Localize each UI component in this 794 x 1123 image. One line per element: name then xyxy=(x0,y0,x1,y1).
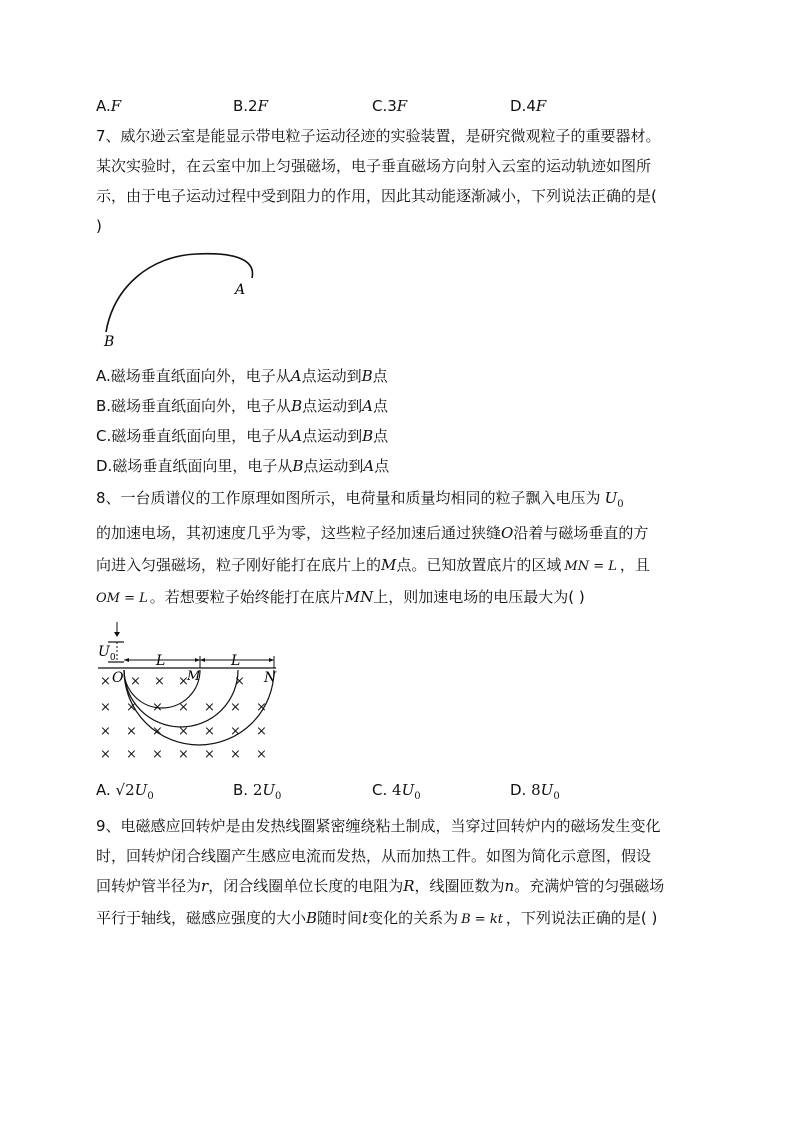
q9-text: ，闭合线圈单位长度的电阻为 xyxy=(208,877,404,895)
plate-label: MN xyxy=(344,588,374,606)
option-text: 点运动到 xyxy=(302,427,363,445)
q8-line-2 xyxy=(96,523,648,543)
option-coefficient: 2 xyxy=(252,781,263,799)
option-letter: B. xyxy=(233,781,249,799)
q9-line-1: 9、电磁感应回转炉是由发热线圈紧密缠绕粘土制成，当穿过回转炉内的磁场发生变化 xyxy=(96,817,661,835)
q7-trajectory-figure xyxy=(96,246,266,352)
svg-text:×: × xyxy=(178,747,189,762)
q9-line-3 xyxy=(96,876,664,896)
q8-text: 点。已知放置底片的区域 xyxy=(396,556,562,574)
svg-text:×: × xyxy=(256,747,267,762)
q8-option-b xyxy=(233,780,281,807)
variable: R xyxy=(403,877,415,895)
option-letter: C.3 xyxy=(372,97,397,115)
point-label: B xyxy=(292,457,304,475)
q9-text: 回转炉管半径为 xyxy=(96,877,202,895)
svg-text:×: × xyxy=(204,747,215,762)
option-text: A.磁场垂直纸面向外，电子从 xyxy=(96,367,291,385)
q9-text: ，线圈匝数为 xyxy=(414,877,505,895)
length-label-1: L xyxy=(156,653,166,669)
svg-text:×: × xyxy=(152,747,163,762)
point-label: B xyxy=(361,367,373,385)
svg-text:×: × xyxy=(100,674,111,689)
svg-text:×: × xyxy=(230,700,241,715)
option-letter: D.4 xyxy=(510,97,536,115)
q8-mass-spectrometer-figure xyxy=(94,618,284,766)
point-label: B xyxy=(291,397,303,415)
option-letter: A. xyxy=(96,97,111,115)
point-m-label: M xyxy=(187,669,201,684)
option-letter: B.2 xyxy=(233,97,258,115)
option-symbol: U xyxy=(262,781,276,799)
option-text: D.磁场垂直纸面向里，电子从 xyxy=(96,457,293,475)
svg-text:×: × xyxy=(230,724,241,739)
q6-option-d xyxy=(510,96,546,116)
q9-text: 。充满炉管的匀强磁场 xyxy=(514,877,665,895)
q8-option-d xyxy=(510,780,560,807)
option-text: 点 xyxy=(372,367,388,385)
option-coefficient: 4 xyxy=(392,781,402,799)
q7-line-1: 7、威尔逊云室是能显示带电粒子运动径迹的实验装置，是研究微观粒子的重要器材。 xyxy=(96,127,661,145)
equation: B = kt xyxy=(461,912,503,927)
point-b-label: B xyxy=(104,334,115,350)
q9-text: 变化的关系为 xyxy=(368,909,459,927)
q8-text: 上，则加速电场的电压最大为( ) xyxy=(373,588,585,606)
option-symbol: U xyxy=(540,781,554,799)
svg-text:×: × xyxy=(152,724,163,739)
svg-text:×: × xyxy=(100,724,111,739)
q8-line-3 xyxy=(96,555,650,577)
option-text: 点运动到 xyxy=(303,457,364,475)
svg-text:×: × xyxy=(234,674,245,689)
q6-option-a xyxy=(96,96,121,116)
option-letter: D. xyxy=(510,781,527,799)
option-value: F xyxy=(535,97,547,115)
q9-text: ，下列说法正确的是( ) xyxy=(505,909,658,927)
svg-text:×: × xyxy=(126,724,137,739)
variable: B xyxy=(306,909,318,927)
point-label: B xyxy=(362,427,374,445)
slit-label: O xyxy=(501,524,514,542)
q8-option-c xyxy=(372,780,421,807)
slit-o-label: O xyxy=(112,670,124,686)
option-text: 点 xyxy=(373,427,389,445)
svg-text:×: × xyxy=(154,674,165,689)
svg-text:×: × xyxy=(126,747,137,762)
option-text: 点 xyxy=(372,397,388,415)
equation: OM = L xyxy=(96,591,148,606)
q9-line-4 xyxy=(96,908,657,930)
point-label: A xyxy=(362,397,373,415)
option-value: F xyxy=(396,97,408,115)
option-subscript: 0 xyxy=(147,791,154,802)
point-label: A xyxy=(290,367,302,385)
svg-text:×: × xyxy=(178,724,189,739)
svg-text:×: × xyxy=(100,700,111,715)
option-subscript: 0 xyxy=(414,791,421,802)
svg-text:×: × xyxy=(130,674,141,689)
svg-text:×: × xyxy=(204,700,215,715)
q9-text: 平行于轴线，磁感应强度的大小 xyxy=(96,909,307,927)
option-value: F xyxy=(257,97,269,115)
q8-text: 8、一台质谱仪的工作原理如图所示，电荷量和质量均相同的粒子飘入电压为 xyxy=(96,489,601,507)
equation: MN = L xyxy=(564,559,617,574)
q9-text: 随时间 xyxy=(317,909,363,927)
option-text: 点 xyxy=(374,457,390,475)
svg-text:×: × xyxy=(178,700,189,715)
length-label-2: L xyxy=(231,653,241,669)
q9-line-2: 时，回转炉闭合线圈产生感应电流而发热，从而加热工件。如图为简化示意图，假设 xyxy=(96,847,652,865)
svg-text:×: × xyxy=(204,724,215,739)
entry-arrowhead xyxy=(114,632,120,637)
q8-text: ，且 xyxy=(619,556,650,574)
option-subscript: 0 xyxy=(553,791,560,802)
svg-text:×: × xyxy=(152,700,163,715)
q8-text: 的加速电场，其初速度几乎为零，这些粒子经加速后通过狭缝 xyxy=(96,524,502,542)
option-symbol: U xyxy=(134,781,148,799)
svg-text:×: × xyxy=(256,700,267,715)
q7-option-a xyxy=(96,366,388,386)
magnetic-field-crosses xyxy=(100,674,267,762)
option-text: 点运动到 xyxy=(302,397,363,415)
option-text: 点运动到 xyxy=(301,367,362,385)
q7-option-c xyxy=(96,426,388,446)
option-value: F xyxy=(110,97,122,115)
svg-text:×: × xyxy=(100,747,111,762)
variable: n xyxy=(504,877,515,895)
variable: t xyxy=(362,909,369,927)
q7-line-4: ) xyxy=(96,217,102,235)
voltage-label: $U_0$ xyxy=(98,644,116,663)
q8-text: 。若想要粒子始终能打在底片 xyxy=(149,588,345,606)
q7-line-2: 某次实验时，在云室中加上匀强磁场，电子垂直磁场方向射入云室的运动轨迹如图所 xyxy=(96,157,652,175)
q8-option-a xyxy=(96,780,154,807)
point-label: M xyxy=(381,556,397,574)
q7-line-3: 示，由于电子运动过程中受到阻力的作用，因此其动能逐渐减小，下列说法正确的是( xyxy=(96,187,657,205)
option-text: B.磁场垂直纸面向外，电子从 xyxy=(96,397,292,415)
q6-option-b xyxy=(233,96,268,116)
option-symbol: U xyxy=(401,781,415,799)
point-label: A xyxy=(291,427,303,445)
option-letter: A. xyxy=(96,781,111,799)
option-coefficient: √2 xyxy=(115,781,135,799)
point-n-label: N xyxy=(264,670,277,686)
option-letter: C. xyxy=(372,781,388,799)
variable: r xyxy=(201,877,209,895)
q8-line-1 xyxy=(96,488,624,515)
option-text: C.磁场垂直纸面向里，电子从 xyxy=(96,427,292,445)
svg-text:×: × xyxy=(126,700,137,715)
voltage-subscript: 0 xyxy=(617,499,624,510)
svg-text:×: × xyxy=(178,674,189,689)
point-label: A xyxy=(363,457,375,475)
q7-option-d xyxy=(96,456,389,476)
point-a-label: A xyxy=(235,282,246,298)
option-coefficient: 8 xyxy=(531,781,541,799)
q6-option-c xyxy=(372,96,407,116)
q8-line-4 xyxy=(96,587,585,609)
voltage-symbol: U xyxy=(604,489,618,507)
electron-trajectory xyxy=(106,254,253,332)
q8-text: 沿着与磁场垂直的方 xyxy=(513,524,649,542)
q7-option-b xyxy=(96,396,388,416)
svg-text:×: × xyxy=(230,747,241,762)
q8-text: 向进入匀强磁场，粒子刚好能打在底片上的 xyxy=(96,556,382,574)
svg-text:×: × xyxy=(256,724,267,739)
option-subscript: 0 xyxy=(275,791,282,802)
